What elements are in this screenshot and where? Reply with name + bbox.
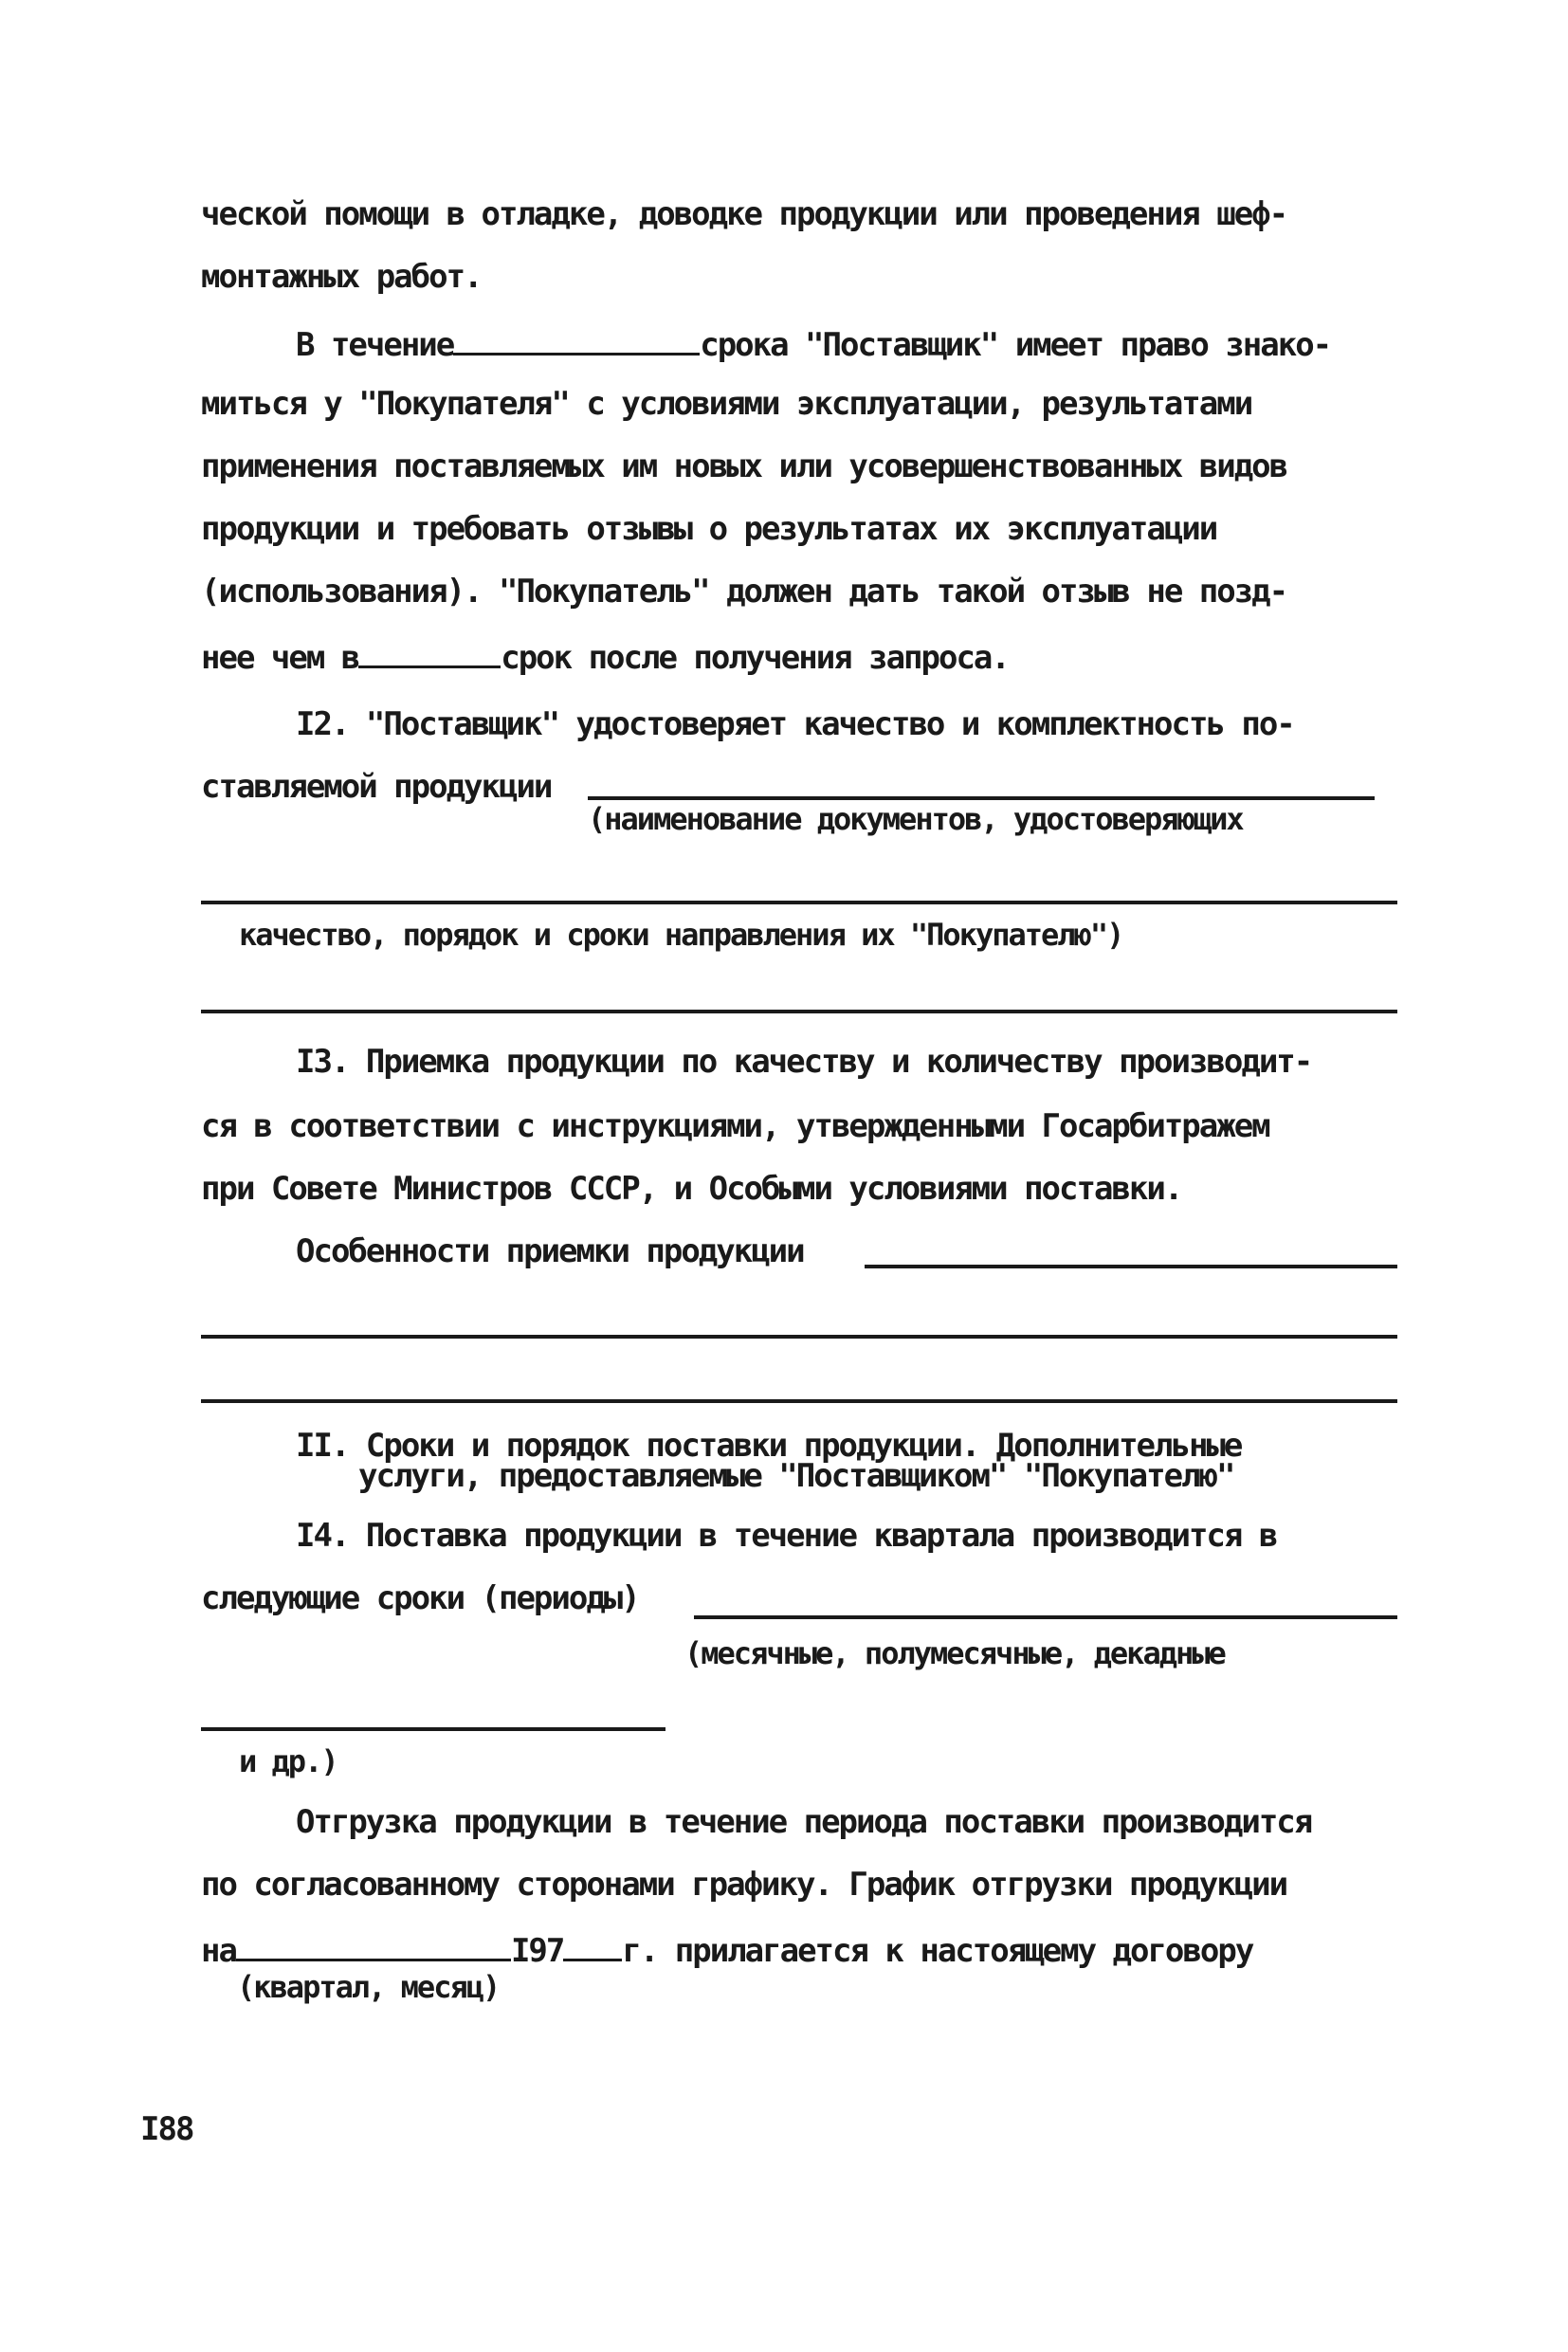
fill-in-blank — [453, 322, 700, 356]
fill-in-blank — [358, 635, 501, 668]
text-fragment: нее чем в — [201, 639, 359, 677]
text-fragment: В течение — [296, 326, 454, 364]
fill-in-line — [201, 1727, 665, 1731]
text-line: продукции и требовать отзывы о результатах их эксплуатации — [201, 510, 1217, 548]
text-fragment: I97 — [510, 1932, 564, 1970]
fill-in-line — [201, 1399, 1397, 1403]
text-fragment: срока "Поставщик" имеет право знако- — [700, 326, 1331, 364]
caption: (месячные, полумесячные, декадные — [684, 1635, 1225, 1671]
text-fragment: на — [201, 1932, 236, 1970]
text-line — [296, 322, 1330, 364]
text-line: I4. Поставка продукции в течение квартала производится в — [296, 1517, 1277, 1555]
text-line: монтажных работ. — [201, 258, 482, 296]
text-line: ческой помощи в отладке, доводке продукции или проведения шеф- — [201, 195, 1287, 233]
caption: и др.) — [239, 1743, 337, 1779]
fill-in-line — [201, 1010, 1397, 1013]
text-line: ся в соответствии с инструкциями, утвержденными Госарбитражем — [201, 1107, 1269, 1145]
text-line — [201, 635, 1009, 677]
text-line: Отгрузка продукции в течение периода поставки производится — [296, 1803, 1312, 1841]
text-line: ставляемой продукции — [201, 768, 552, 806]
section-heading: II. Сроки и порядок поставки продукции. Дополнительные — [296, 1427, 1242, 1465]
fill-in-line — [865, 1265, 1397, 1268]
text-fragment: срок после получения запроса. — [501, 639, 1009, 677]
fill-in-blank — [563, 1928, 622, 1961]
page-number: I88 — [140, 2110, 193, 2148]
section-heading: услуги, предоставляемые "Поставщиком" "Покупателю" — [358, 1457, 1234, 1495]
fill-in-blank — [236, 1928, 511, 1961]
text-line: следующие сроки (периоды) — [201, 1579, 639, 1617]
text-line: миться у "Покупателя" с условиями эксплуатации, результатами — [201, 385, 1252, 423]
text-line: при Совете Министров СССР, и Особыми условиями поставки. — [201, 1170, 1182, 1208]
text-line: (использования). "Покупатель" должен дать такой отзыв не позд- — [201, 573, 1287, 611]
text-line: I3. Приемка продукции по качеству и количеству производит- — [296, 1043, 1312, 1081]
text-fragment: г. прилагается к настоящему договору — [622, 1932, 1253, 1970]
text-line: по согласованному сторонами графику. График отгрузки продукции — [201, 1866, 1287, 1904]
text-line — [201, 1928, 1252, 1970]
text-line: Особенности приемки продукции — [296, 1232, 804, 1270]
caption: (наименование документов, удостоверяющих — [588, 801, 1243, 837]
text-line: применения поставляемых им новых или усовершенствованных видов — [201, 447, 1287, 485]
fill-in-line — [201, 901, 1397, 904]
caption: (квартал, месяц) — [237, 1969, 500, 2005]
fill-in-line — [694, 1615, 1397, 1619]
text-line: I2. "Поставщик" удостоверяет качество и комплектность по- — [296, 705, 1294, 743]
caption: качество, порядок и сроки направления их "Покупателю") — [239, 917, 1123, 953]
fill-in-line — [201, 1335, 1397, 1339]
